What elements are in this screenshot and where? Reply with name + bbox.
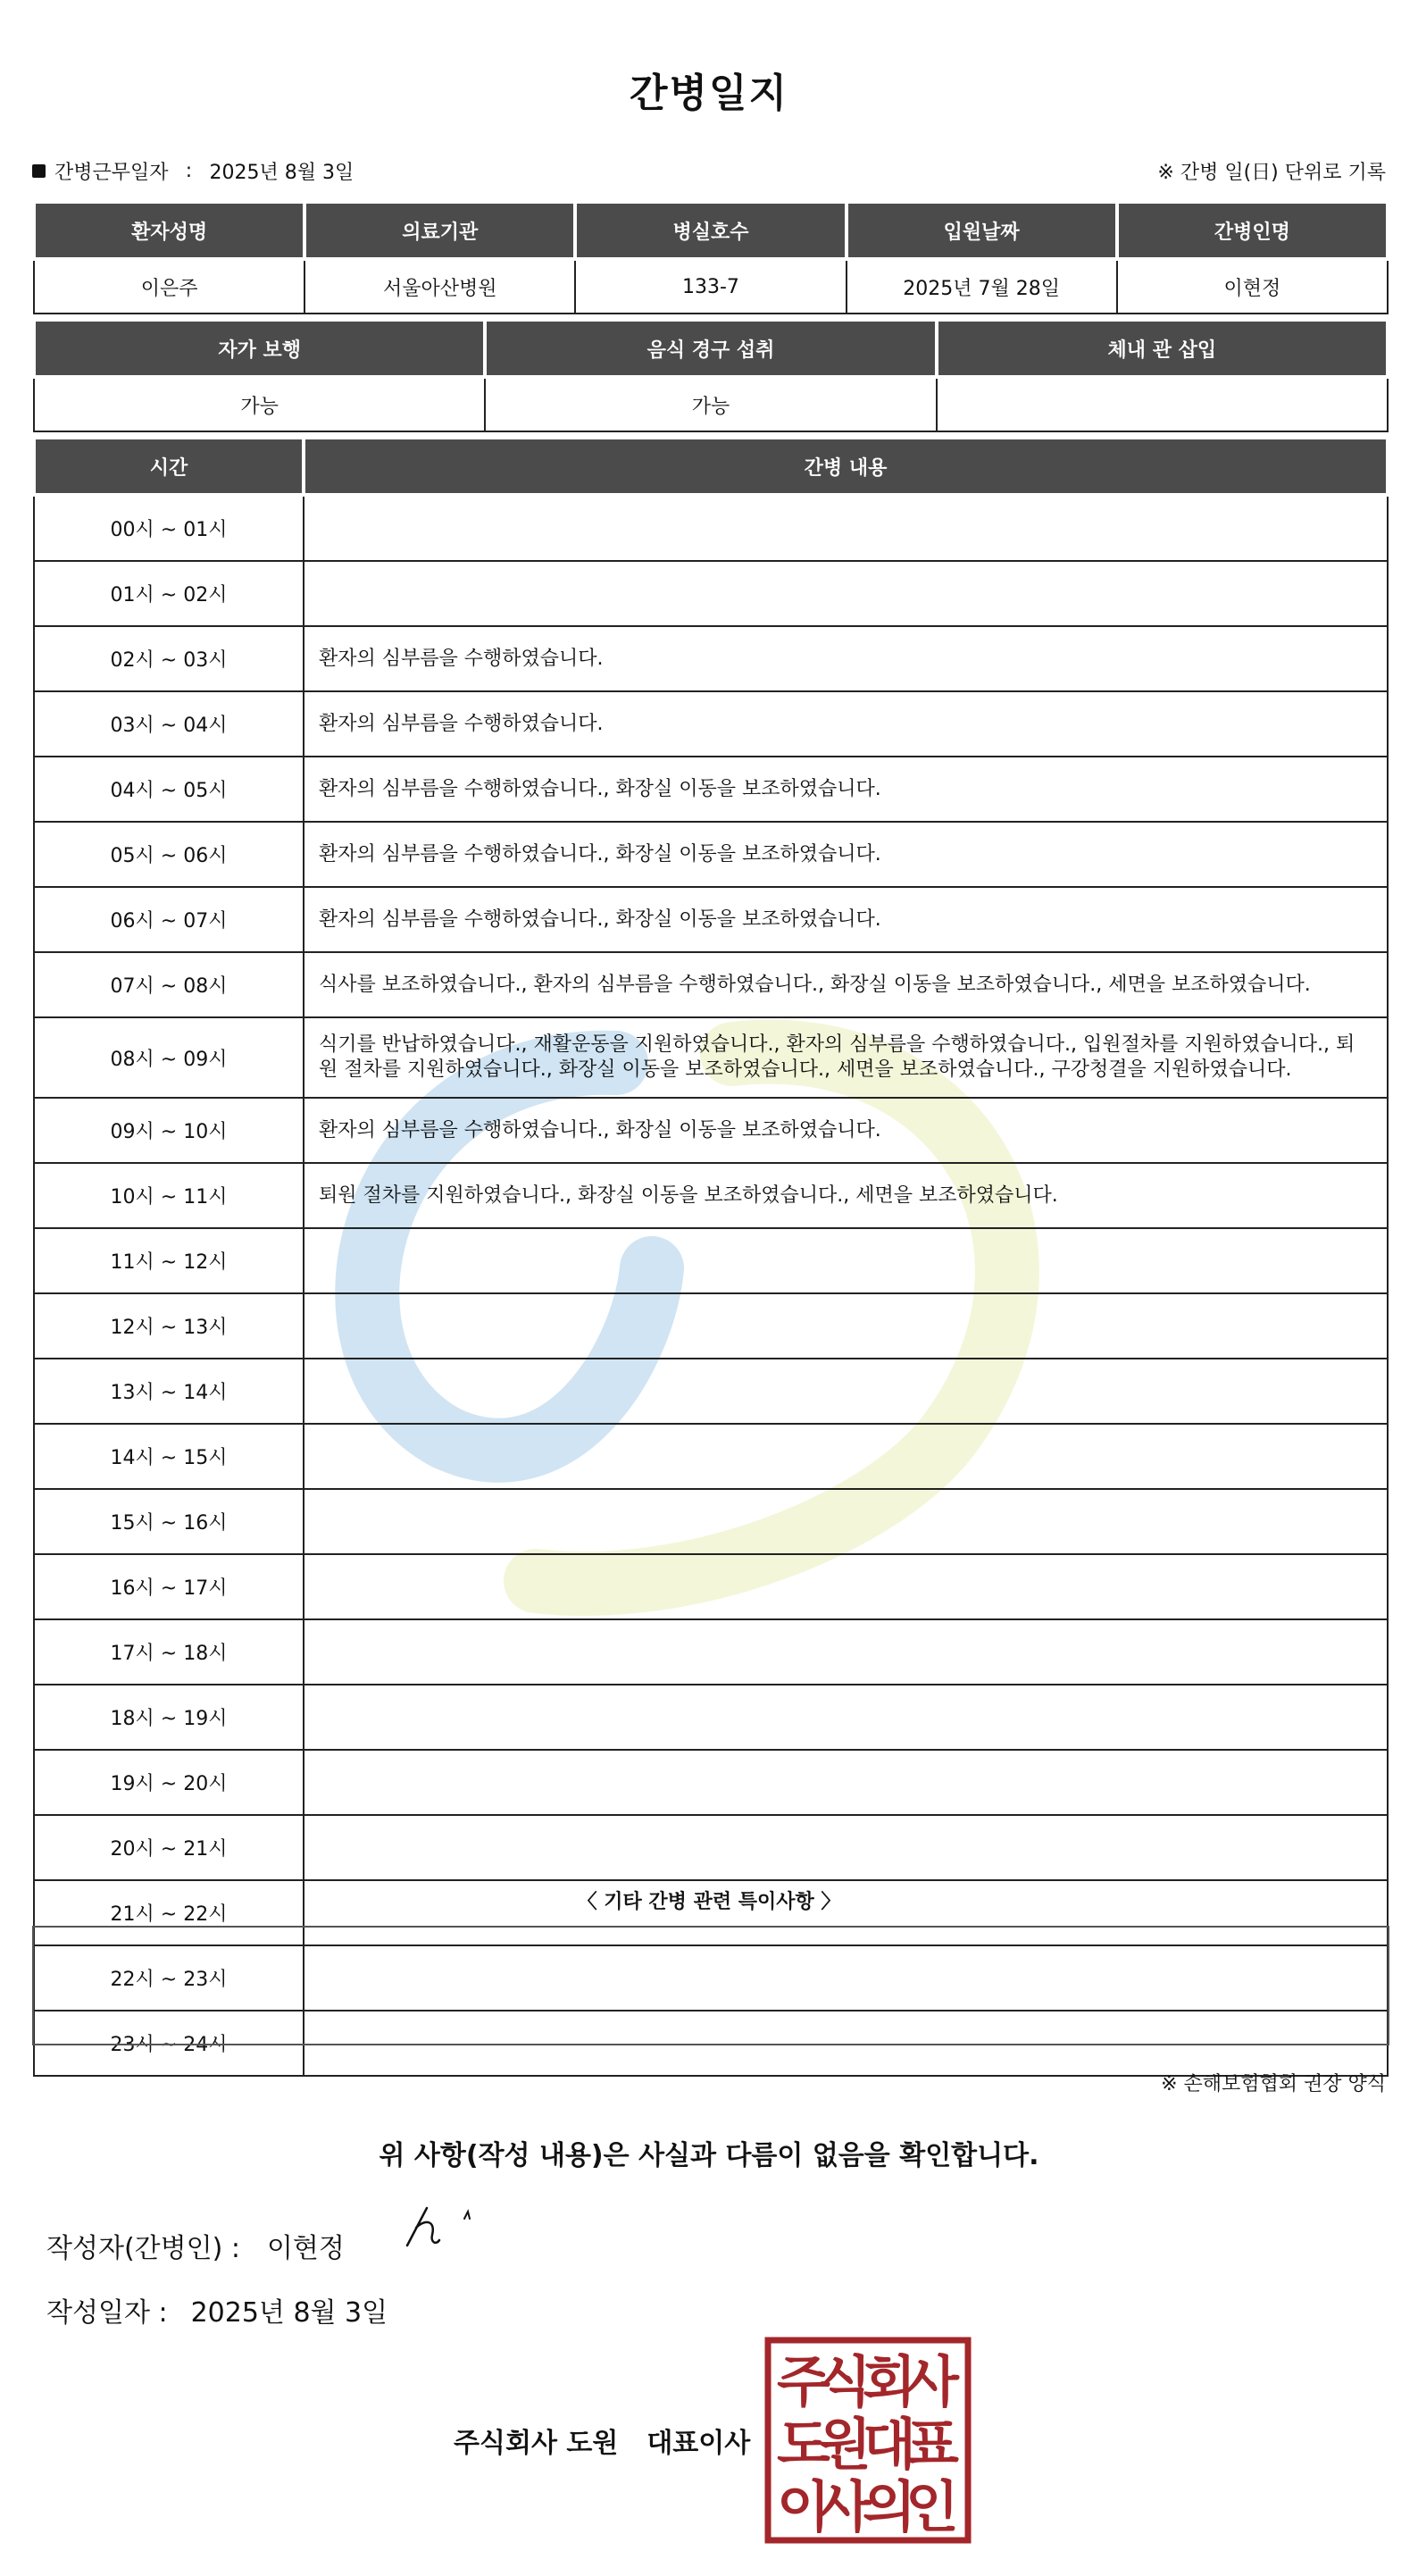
caregiver-name-value: 이현정 — [1117, 259, 1388, 314]
header-self-walking: 자가 보행 — [34, 320, 485, 377]
writer-label: 작성자(간병인) : — [46, 2233, 240, 2264]
table-row — [34, 626, 1388, 691]
patient-name-value: 이은주 — [34, 259, 304, 314]
document-title: 간병일지 — [629, 71, 788, 116]
svg-text:표: 표 — [905, 2412, 959, 2477]
care-content-cell — [304, 1489, 1388, 1554]
table-row — [34, 887, 1388, 952]
time-slot-cell: 17시 ~ 18시 — [34, 1619, 304, 1685]
writer-line — [46, 2226, 345, 2265]
header-care-content: 간병 내용 — [304, 438, 1388, 495]
time-slot-cell: 04시 ~ 05시 — [34, 757, 304, 822]
log-body — [34, 495, 1388, 2076]
time-slot-cell: 18시 ~ 19시 — [34, 1685, 304, 1750]
care-content-cell — [304, 1424, 1388, 1489]
table-row — [34, 757, 1388, 822]
svg-text:원: 원 — [818, 2412, 872, 2477]
time-slot-cell: 10시 ~ 11시 — [34, 1163, 304, 1228]
care-content-cell — [304, 495, 1388, 561]
written-date-label: 작성일자 : — [46, 2297, 168, 2329]
table-row — [34, 1098, 1388, 1163]
care-content-cell: 식기를 반납하였습니다., 재활운동을 지원하였습니다., 환자의 심부름을 수행하였습니다., 입원절차를 지원하였습니다., 퇴원 절차를 지원하였습니다., 화장실 이동을 보조하였습니다., 세면을 보조하였습니다., 구강청결을 지원하였습니다. — [304, 1017, 1388, 1098]
time-slot-cell: 06시 ~ 07시 — [34, 887, 304, 952]
svg-text:사: 사 — [905, 2349, 959, 2414]
table-row — [34, 1293, 1388, 1359]
svg-text:회: 회 — [863, 2349, 916, 2414]
care-content-cell — [304, 1750, 1388, 1815]
patient-info-table — [32, 200, 1389, 314]
duty-date-label: 간병근무일자 — [54, 162, 169, 184]
duty-date-value: 2025년 8월 3일 — [209, 162, 354, 184]
time-slot-cell: 12시 ~ 13시 — [34, 1293, 304, 1359]
self-walking-value: 가능 — [34, 377, 485, 431]
written-date-value: 2025년 8월 3일 — [190, 2297, 388, 2329]
care-content-cell: 식사를 보조하였습니다., 환자의 심부름을 수행하였습니다., 화장실 이동을 보조하였습니다., 세면을 보조하였습니다. — [304, 952, 1388, 1017]
time-slot-cell: 19시 ~ 20시 — [34, 1750, 304, 1815]
table-row — [34, 1424, 1388, 1489]
care-content-cell — [304, 1293, 1388, 1359]
bullet-square-icon — [32, 164, 46, 178]
confirmation-statement: 위 사항(작성 내용)은 사실과 다름이 없음을 확인합니다. — [379, 2140, 1039, 2171]
header-hospital: 의료기관 — [304, 202, 575, 259]
patient-status-table — [32, 318, 1389, 432]
time-slot-cell: 20시 ~ 21시 — [34, 1815, 304, 1880]
log-header-row — [34, 438, 1388, 495]
time-slot-cell: 21시 ~ 22시 — [34, 1880, 304, 1945]
tube-insertion-value — [937, 377, 1388, 431]
care-content-cell: 환자의 심부름을 수행하였습니다., 화장실 이동을 보조하였습니다. — [304, 1098, 1388, 1163]
time-slot-cell: 23시 ~ 24시 — [34, 2011, 304, 2076]
company-line — [454, 2421, 750, 2460]
table-row — [34, 1359, 1388, 1424]
hospital-value: 서울아산병원 — [304, 259, 575, 314]
care-content-cell — [304, 1619, 1388, 1685]
svg-text:대: 대 — [863, 2412, 916, 2477]
table-row — [34, 1017, 1388, 1098]
svg-text:이: 이 — [777, 2474, 830, 2539]
care-content-cell: 환자의 심부름을 수행하였습니다., 화장실 이동을 보조하였습니다. — [304, 757, 1388, 822]
handwritten-signature — [400, 2199, 480, 2253]
care-content-cell — [304, 561, 1388, 626]
oral-intake-value: 가능 — [485, 377, 936, 431]
header-room-number: 병실호수 — [575, 202, 846, 259]
time-slot-cell: 16시 ~ 17시 — [34, 1554, 304, 1619]
care-content-cell: 환자의 심부름을 수행하였습니다. — [304, 626, 1388, 691]
ceo-title: 대표이사 — [646, 2428, 751, 2459]
header-caregiver-name: 간병인명 — [1117, 202, 1388, 259]
svg-text:사: 사 — [818, 2474, 872, 2539]
table-row — [34, 952, 1388, 1017]
care-content-cell — [304, 1685, 1388, 1750]
status-value-row — [34, 377, 1388, 431]
care-content-cell: 환자의 심부름을 수행하였습니다. — [304, 691, 1388, 757]
special-notes-box — [32, 1926, 1389, 2045]
table-row — [34, 1685, 1388, 1750]
header-patient-name: 환자성명 — [34, 202, 304, 259]
table-row — [34, 691, 1388, 757]
form-source-note: ※ 손해보험협회 권장 양식 — [1161, 2073, 1386, 2095]
company-seal-stamp — [764, 2337, 972, 2544]
svg-text:도: 도 — [777, 2412, 830, 2477]
table-row — [34, 561, 1388, 626]
patient-header-row — [34, 202, 1388, 259]
svg-text:주: 주 — [777, 2349, 830, 2414]
care-content-cell — [304, 1359, 1388, 1424]
time-slot-cell: 05시 ~ 06시 — [34, 822, 304, 887]
care-content-cell — [304, 1815, 1388, 1880]
record-unit-note: ※ 간병 일(日) 단위로 기록 — [1157, 162, 1386, 184]
svg-text:인: 인 — [905, 2474, 959, 2539]
time-slot-cell: 08시 ~ 09시 — [34, 1017, 304, 1098]
header-admission-date: 입원날짜 — [847, 202, 1117, 259]
patient-value-row — [34, 259, 1388, 314]
care-content-cell: 환자의 심부름을 수행하였습니다., 화장실 이동을 보조하였습니다. — [304, 822, 1388, 887]
time-slot-cell: 07시 ~ 08시 — [34, 952, 304, 1017]
table-row — [34, 495, 1388, 561]
header-tube-insertion: 체내 관 삽입 — [937, 320, 1388, 377]
time-slot-cell: 00시 ~ 01시 — [34, 495, 304, 561]
table-row — [34, 1750, 1388, 1815]
table-row — [34, 1554, 1388, 1619]
table-row — [34, 1815, 1388, 1880]
header-time: 시간 — [34, 438, 304, 495]
writer-name: 이현정 — [266, 2233, 345, 2264]
admission-date-value: 2025년 7월 28일 — [847, 259, 1117, 314]
duty-date-separator: : — [185, 160, 193, 182]
status-header-row — [34, 320, 1388, 377]
time-slot-cell: 11시 ~ 12시 — [34, 1228, 304, 1293]
care-content-cell: 환자의 심부름을 수행하였습니다., 화장실 이동을 보조하였습니다. — [304, 887, 1388, 952]
table-row — [34, 1489, 1388, 1554]
svg-text:식: 식 — [818, 2349, 872, 2414]
table-row — [34, 1228, 1388, 1293]
written-date-line — [46, 2290, 388, 2329]
time-slot-cell: 15시 ~ 16시 — [34, 1489, 304, 1554]
time-slot-cell: 01시 ~ 02시 — [34, 561, 304, 626]
table-row — [34, 822, 1388, 887]
notes-title: 〈 기타 간병 관련 특이사항 〉 — [577, 1891, 841, 1913]
time-slot-cell: 09시 ~ 10시 — [34, 1098, 304, 1163]
room-number-value: 133-7 — [575, 259, 846, 314]
company-name: 주식회사 도원 — [454, 2428, 619, 2459]
care-content-cell — [304, 1554, 1388, 1619]
duty-date-line — [32, 157, 354, 185]
time-slot-cell: 02시 ~ 03시 — [34, 626, 304, 691]
care-content-cell — [304, 1228, 1388, 1293]
care-log-table — [32, 436, 1389, 2077]
time-slot-cell: 03시 ~ 04시 — [34, 691, 304, 757]
header-oral-intake: 음식 경구 섭취 — [485, 320, 936, 377]
time-slot-cell: 14시 ~ 15시 — [34, 1424, 304, 1489]
time-slot-cell: 13시 ~ 14시 — [34, 1359, 304, 1424]
table-row — [34, 1619, 1388, 1685]
svg-text:의: 의 — [863, 2474, 916, 2539]
time-slot-cell: 22시 ~ 23시 — [34, 1945, 304, 2011]
care-content-cell: 퇴원 절차를 지원하였습니다., 화장실 이동을 보조하였습니다., 세면을 보조하였습니다. — [304, 1163, 1388, 1228]
table-row — [34, 1163, 1388, 1228]
